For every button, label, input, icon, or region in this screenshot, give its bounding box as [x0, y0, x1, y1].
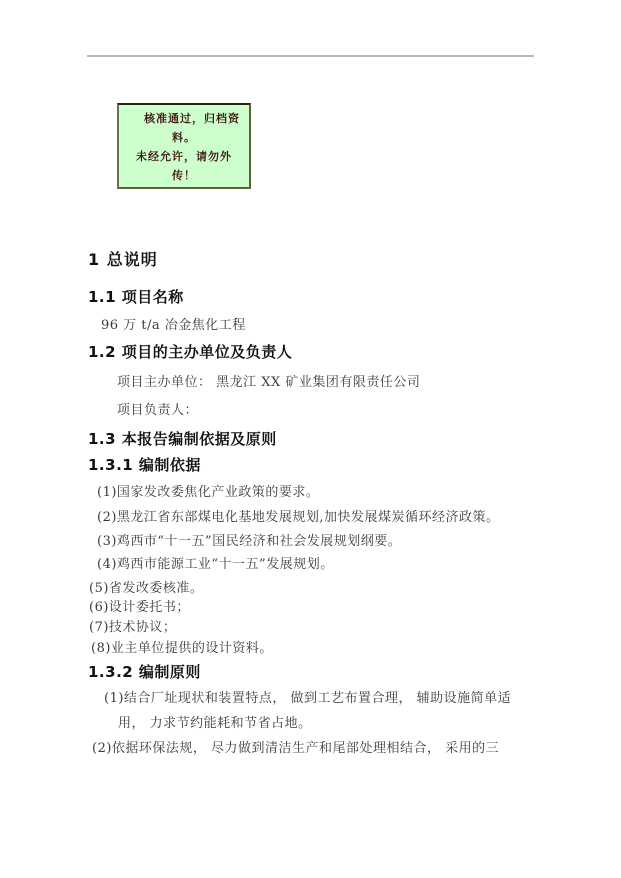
basis-item: (8)业主单位提供的设计资料。 [91, 641, 273, 656]
principle-item-line: (1)结合厂址现状和装置特点， 做到工艺布置合理， 辅助设施简单适 [104, 691, 512, 706]
page-header-divider [87, 55, 534, 57]
stamp-line: 未经允许，请勿外 [136, 150, 232, 163]
principle-item-line: (2)依据环保法规， 尽力做到清洁生产和尾部处理相结合， 采用的三 [92, 741, 500, 756]
heading-compilation-principles: 1.3.2 编制原则 [88, 663, 201, 681]
sponsor-line: 项目主办单位： 黑龙江 XX 矿业集团有限责任公司 [117, 375, 421, 390]
heading-compilation-basis: 1.3.1 编制依据 [88, 456, 201, 474]
stamp-line: 传！ [172, 169, 196, 182]
heading-general-description: 1 总说明 [88, 250, 158, 269]
stamp-line: 核准通过，归档资 [144, 112, 240, 125]
stamp-line: 料。 [172, 131, 196, 144]
basis-item: (5)省发改委核准。 [89, 581, 204, 596]
leader-line: 项目负责人： [117, 403, 199, 418]
heading-project-name: 1.1 项目名称 [88, 288, 184, 306]
approval-stamp [117, 103, 251, 189]
heading-sponsor-and-leader: 1.2 项目的主办单位及负责人 [88, 343, 293, 361]
basis-item: (4)鸡西市能源工业“十一五”发展规划。 [97, 557, 334, 572]
basis-item: (1)国家发改委焦化产业政策的要求。 [97, 485, 320, 500]
basis-item: (2)黑龙江省东部煤电化基地发展规划,加快发展煤炭循环经济政策。 [97, 510, 500, 525]
heading-basis-and-principles: 1.3 本报告编制依据及原则 [88, 430, 277, 448]
principle-item-line: 用， 力求节约能耗和节省占地。 [118, 716, 312, 731]
project-name-text: 96 万 t/a 冶金焦化工程 [101, 318, 246, 333]
basis-item: (7)技术协议； [89, 620, 177, 635]
basis-item: (6)设计委托书； [89, 600, 190, 615]
basis-item: (3)鸡西市“十一五”国民经济和社会发展规划纲要。 [97, 534, 402, 549]
